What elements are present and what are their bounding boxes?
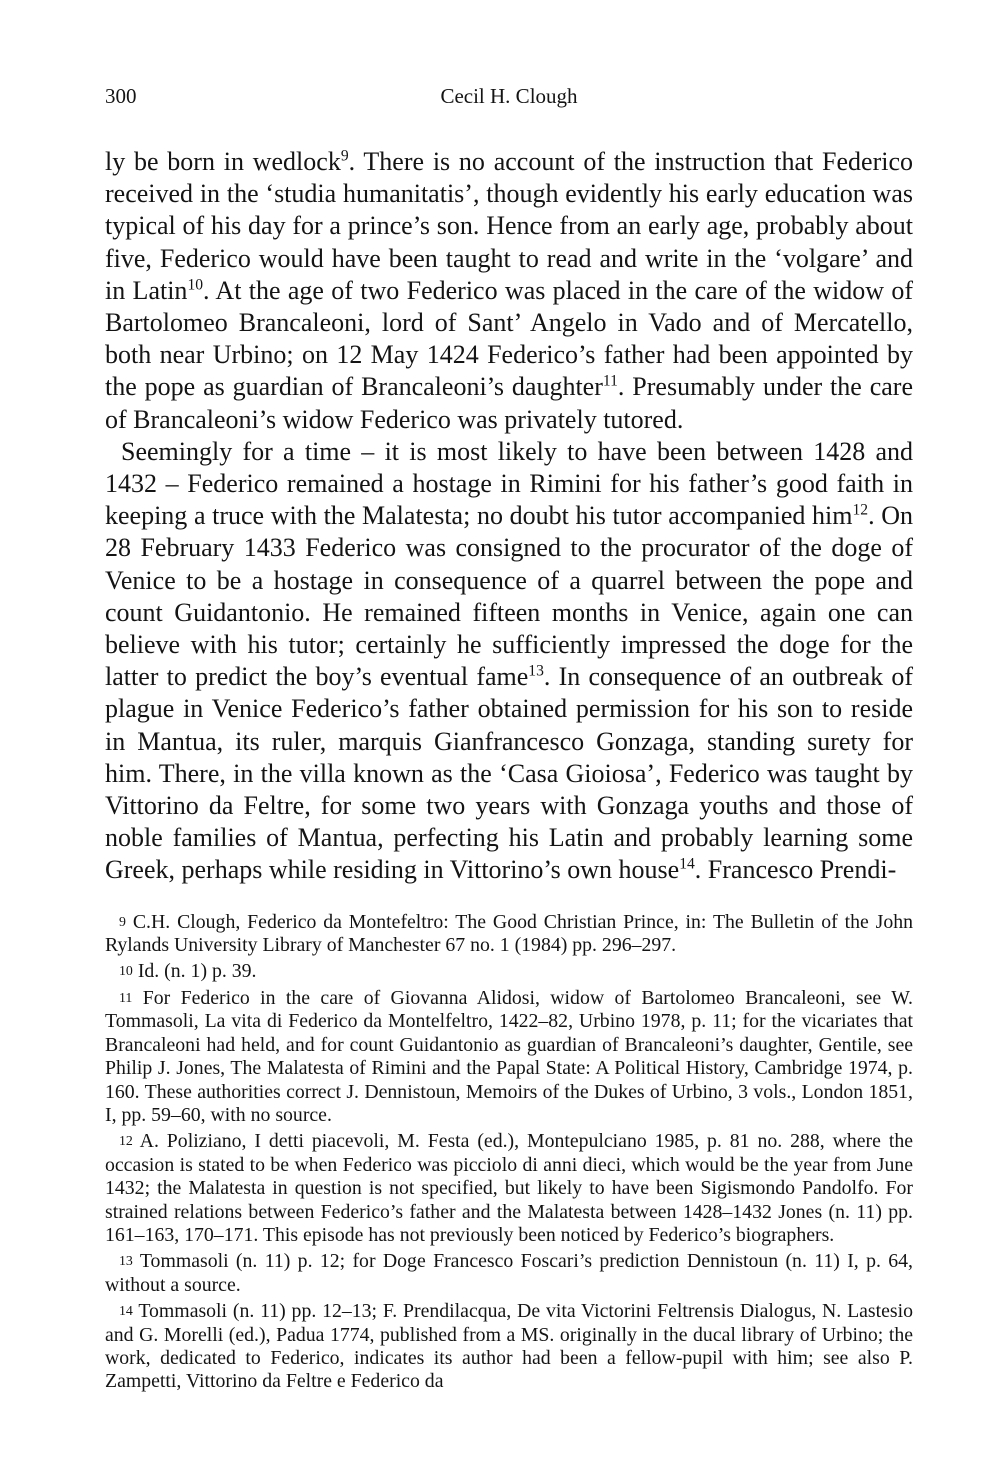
footnote-number: 14 — [119, 1303, 133, 1319]
paragraph-1 — [105, 146, 913, 436]
footnote-text: For Federico in the care of Giovanna Alidosi, widow of Bartolomeo Brancaleoni, see W. Tommasoli, La vita di Federico da Montelfeltro, 1422–82, Urbino 1978, p. 11; for the vicariates that Brancaleoni had held, and for count Guidantonio as guardian of Brancaleoni’s daughter, Gentile, see Philip J. Jones, The Malatesta of Rimini and the Papal State: A Political History, Cambridge 1974, p. 160. These authorities correct J. Dennistoun, Memoirs of the Dukes of Urbino, 3 vols., London 1851, I, pp. 59–60, with no source. — [105, 986, 913, 1126]
footnote-number: 11 — [119, 989, 133, 1005]
footnote-text: Id. (n. 1) p. 39. — [137, 960, 257, 983]
footnote-text: A. Poliziano, I detti piacevoli, M. Festa (ed.), Montepulciano 1985, p. 81 no. 288, where the occasion is stated to be when Federico was picciolo di anni dieci, which would be the year from June 1432; the Malatesta in question is not specified, but likely to have been Sigismondo Pandolfo. For strained relations between Federico’s father and the Malatesta between 1428–1432 Jones (n. 11) pp. 161–163, 170–171. This episode has not previously been noticed by Federico’s biographers. — [105, 1130, 913, 1246]
text-run: . On 28 February 1433 Federico was consigned to the procurator of the doge of Venice to be a hostage in consequence of a quarrel between the pope and count Guidantonio. He remained fifteen months in Venice, again one can believe with his tutor; certainly he sufficiently impressed the doge for the latter to predict the boy’s eventual fame — [105, 501, 913, 692]
footnote-text: Tommasoli (n. 11) p. 12; for Doge Francesco Foscari’s prediction Dennistoun (n. 11) I, p. 64, without a source. — [105, 1250, 913, 1296]
footnote-number: 9 — [119, 913, 126, 929]
page-number: 300 — [105, 84, 137, 108]
text-run: Seemingly for a time – it is most likely to have been between 1428 and 1432 – Federico remained a hostage in Rimini for his father’s good faith in keeping a truce with the Malatesta; no doubt his tutor accompanied him — [105, 436, 913, 531]
footnote-9 — [105, 911, 913, 958]
footnote-13 — [105, 1250, 913, 1297]
footnote-text: Tommasoli (n. 11) pp. 12–13; F. Prendilacqua, De vita Victorini Feltrensis Dialogus, N. Lastesio and G. Morelli (ed.), Padua 1774, published from a MS. originally in the ducal library of Urbino; the work, dedicated to Federico, indicates its author had been a fellow-pupil with him; see also P. Zampetti, Vittorino da Feltre e Federico da — [105, 1300, 913, 1393]
footnote-12 — [105, 1130, 913, 1247]
footnote-ref-11[interactable]: 11 — [602, 372, 618, 390]
running-title: Cecil H. Clough — [440, 84, 578, 108]
footnote-ref-14[interactable]: 14 — [679, 855, 695, 873]
footnote-11 — [105, 987, 913, 1127]
footnote-number: 10 — [119, 963, 133, 979]
text-run: . At the age of two Federico was placed in the care of the widow of Bartolomeo Brancaleoni, lord of Sant’ Angelo in Vado and of Mercatello, both near Urbino; on 12 May 1424 Federico’s father had been appointed by the pope as guardian of Brancaleoni’s daughter — [105, 275, 913, 402]
footnote-number: 13 — [119, 1253, 133, 1269]
paragraph-2 — [105, 436, 913, 887]
text-run: . In consequence of an outbreak of plague in Venice Federico’s father obtained permission for his son to reside in Mantua, its ruler, marquis Gianfrancesco Gonzaga, standing surety for him. There, in the villa known as the ‘Casa Gioiosa’, Federico was taught by Vittorino da Feltre, for some two years with Gonzaga youths and those of noble families of Mantua, perfecting his Latin and probably learning some Greek, perhaps while residing in Vittorino’s own house — [105, 662, 913, 885]
book-page — [105, 78, 913, 1397]
footnote-number: 12 — [119, 1133, 133, 1149]
text-run: ly be born in wedlock — [105, 147, 341, 176]
footnote-ref-12[interactable]: 12 — [852, 501, 869, 519]
footnote-text: C.H. Clough, Federico da Montefeltro: The Good Christian Prince, in: The Bulletin of the John Rylands University Library of Manchester 67 no. 1 (1984) pp. 296–297. — [105, 910, 913, 957]
footnote-10 — [105, 960, 913, 983]
running-head — [105, 78, 913, 114]
footnotes — [105, 911, 913, 1394]
footnote-14 — [105, 1300, 913, 1394]
text-run: . Francesco Prendi- — [694, 855, 897, 885]
text-run: . Presumably under the care of Brancaleoni’s widow Federico was privately tutored. — [105, 372, 913, 434]
text-run: . There is no account of the instruction that Federico received in the ‘studia humanitatis’, though evidently his early education was typical of his day for a prince’s son. Hence from an early age, probably about five, Federico would have been taught to read and write in the ‘volgare’ and in Latin — [105, 147, 913, 305]
footnote-ref-10[interactable]: 10 — [187, 276, 204, 294]
main-text — [105, 146, 913, 887]
footnote-ref-9[interactable]: 9 — [340, 147, 349, 165]
footnote-ref-13[interactable]: 13 — [528, 662, 544, 680]
